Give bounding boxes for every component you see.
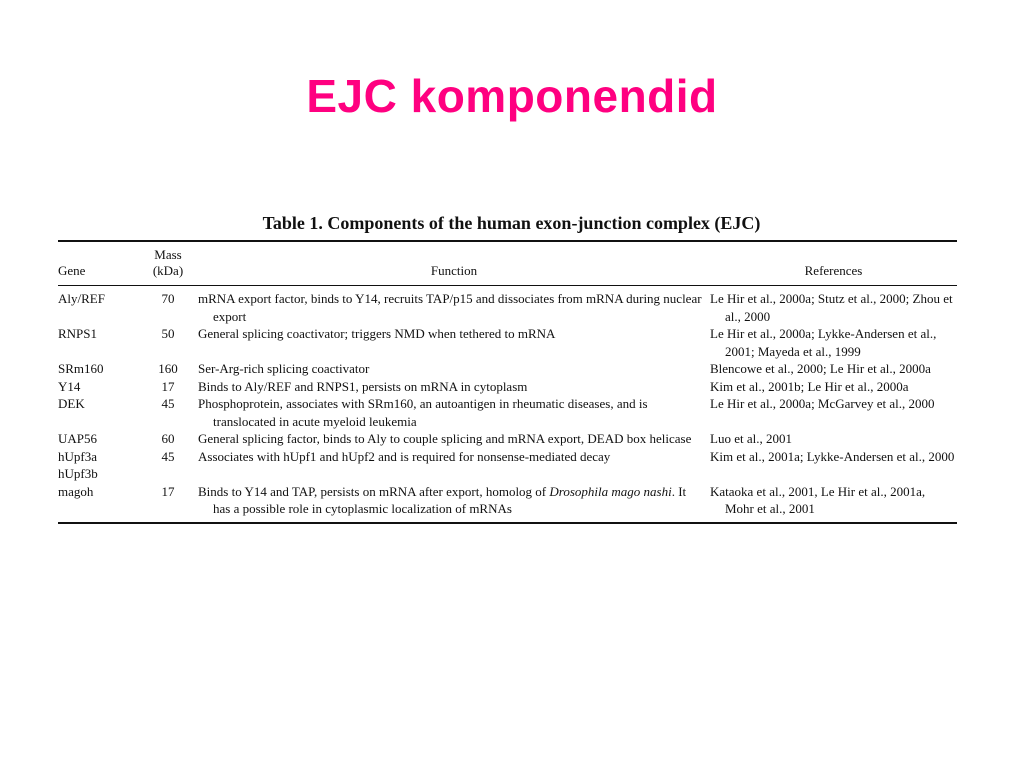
function-text: Ser-Arg-rich splicing coactivator: [198, 361, 370, 376]
table-figure: [58, 210, 957, 524]
gene-name: hUpf3a: [58, 448, 97, 464]
table-row: [58, 483, 957, 523]
function-text: Binds to Aly/REF and RNPS1, persists on mRNA in cytoplasm: [198, 378, 528, 394]
header-references: References: [710, 241, 957, 286]
table-row: [58, 395, 957, 430]
cell-gene: Y14: [58, 378, 81, 394]
references-text: Kataoka et al., 2001, Le Hir et al., 2001a, Mohr et al., 2001: [710, 483, 926, 516]
table-row: [58, 360, 957, 378]
references-text: Luo et al., 2001: [710, 431, 792, 446]
slide-title: EJC komponendid: [306, 70, 718, 122]
function-text: General splicing coactivator; triggers NMD when tethered to mRNA: [198, 326, 556, 341]
function-text: mRNA export factor, binds to Y14, recruits TAP/p15 and dissociates from mRNA during nuclear export: [198, 291, 702, 324]
cell-mass: 45: [161, 448, 175, 464]
cell-function: [198, 448, 710, 483]
cell-function: [198, 325, 710, 360]
function-text: Associates with hUpf1 and hUpf2 and is required for nonsense-mediated decay: [198, 448, 611, 464]
species-name: Drosophila mago nashi: [549, 483, 672, 499]
function-text-part: . It has a possible role in cytoplasmic localization of mRNAs: [213, 483, 687, 516]
cell-function: [198, 395, 710, 430]
header-mass-unit: (kDa): [152, 263, 184, 278]
cell-gene: SRm160: [58, 361, 104, 376]
cell-references: [710, 360, 957, 378]
function-text: Phosphoprotein, associates with SRm160, an autoantigen in rheumatic diseases, and is translocated in acute myeloid leukemia: [198, 396, 648, 429]
cell-references: [710, 395, 957, 430]
cell-mass: 160: [158, 361, 178, 376]
references-text: Blencowe et al., 2000; Le Hir et al., 2000a: [710, 361, 931, 376]
cell-mass: 17: [161, 378, 175, 394]
table-row: [58, 325, 957, 360]
header-function: Function: [198, 241, 710, 286]
references-text: Kim et al., 2001a; Lykke-Andersen et al., 2000: [710, 448, 955, 464]
function-text: [198, 483, 710, 518]
table-row: [58, 286, 957, 326]
table-row: [58, 378, 957, 396]
references-text: Le Hir et al., 2000a; McGarvey et al., 2000: [710, 396, 935, 411]
table-row: [58, 430, 957, 448]
header-mass: [138, 241, 198, 286]
cell-mass: 70: [161, 291, 175, 306]
references-text: Kim et al., 2001b; Le Hir et al., 2000a: [710, 378, 909, 394]
cell-function: [198, 360, 710, 378]
cell-gene: Aly/REF: [58, 291, 105, 306]
cell-references: [710, 378, 957, 396]
cell-references: [710, 483, 957, 523]
cell-function: [198, 430, 710, 448]
cell-gene: DEK: [58, 396, 85, 411]
references-text: Le Hir et al., 2000a; Lykke-Andersen et al., 2001; Mayeda et al., 1999: [710, 326, 937, 359]
header-mass-label: Mass: [154, 247, 182, 262]
function-text: General splicing factor, binds to Aly to couple splicing and mRNA export, DEAD box helicase: [198, 431, 692, 446]
cell-mass: 60: [161, 431, 175, 446]
table-caption: Table 1. Components of the human exon-junction complex (EJC): [262, 213, 761, 233]
cell-references: [710, 430, 957, 448]
components-table: [58, 240, 957, 524]
table-row: [58, 448, 957, 483]
cell-mass: 17: [161, 483, 175, 499]
cell-gene: [58, 448, 138, 483]
function-text-part: Binds to Y14 and TAP, persists on mRNA after export, homolog of: [198, 483, 550, 499]
gene-name-secondary: hUpf3b: [58, 466, 98, 481]
table-header-row: [58, 241, 957, 286]
references-text: Le Hir et al., 2000a; Stutz et al., 2000; Zhou et al., 2000: [710, 291, 953, 324]
cell-gene: UAP56: [58, 431, 98, 446]
cell-function: [198, 483, 710, 523]
cell-gene: RNPS1: [58, 326, 98, 341]
cell-references: [710, 325, 957, 360]
cell-references: [710, 448, 957, 483]
cell-mass: 45: [161, 396, 175, 411]
header-gene: Gene: [58, 241, 138, 286]
cell-function: [198, 286, 710, 326]
cell-references: [710, 286, 957, 326]
cell-mass: 50: [161, 326, 175, 341]
cell-function: [198, 378, 710, 396]
cell-gene: magoh: [58, 483, 94, 499]
